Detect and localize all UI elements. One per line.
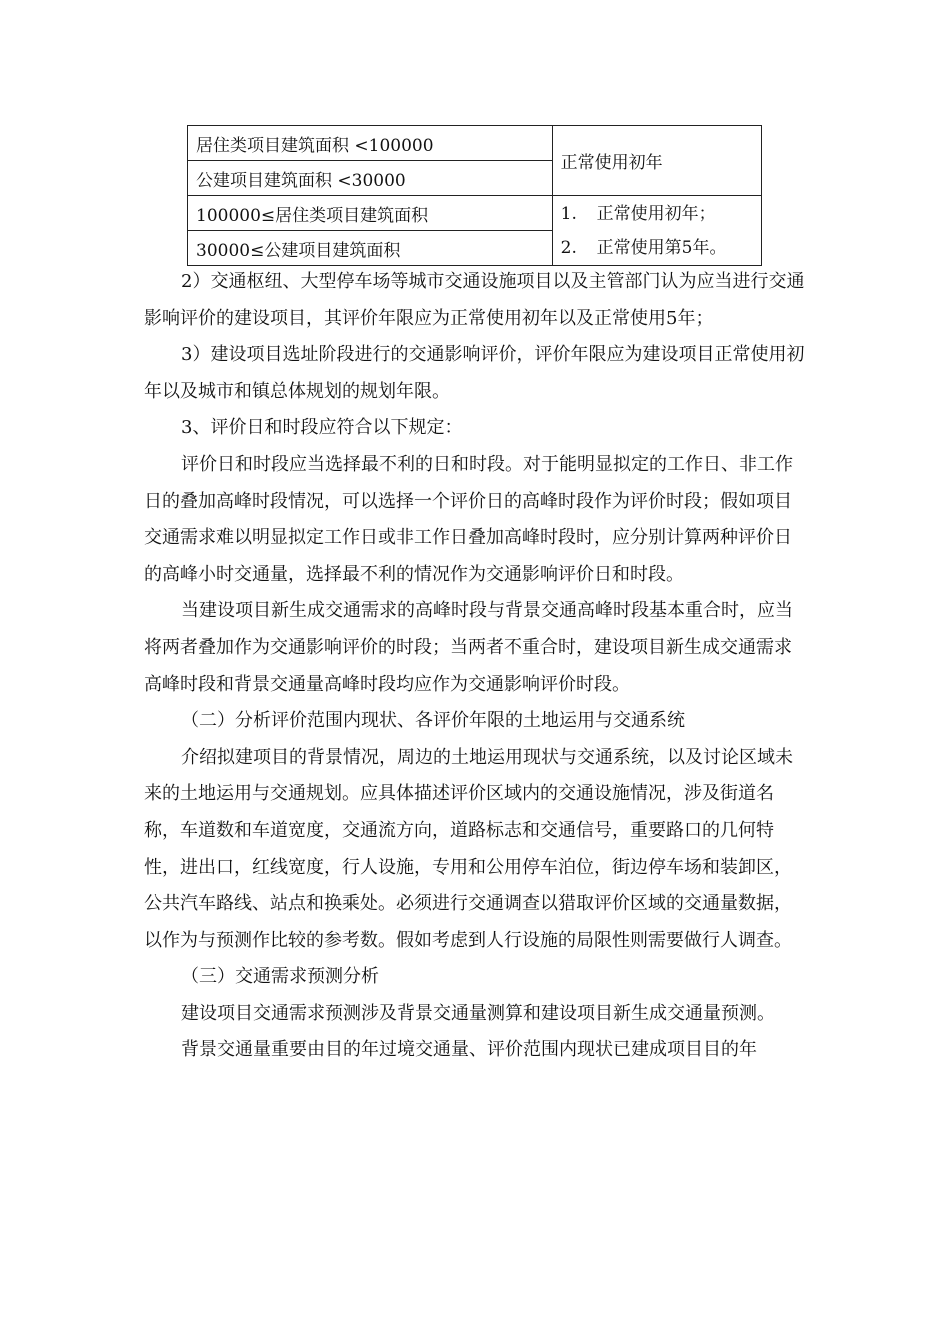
- paragraph-peak-overlap: 当建设项目新生成交通需求的高峰时段与背景交通高峰时段基本重合时，应当将两者叠加作为交通影响评价的时段；当两者不重合时，建设项目新生成交通需求高峰时段和背景交通量高峰时段均应作为交通影响评价时段。: [144, 600, 793, 695]
- year-list-item: [561, 231, 753, 265]
- table-cell-public-large: 30000≤公建项目建筑面积: [188, 231, 553, 266]
- paragraph-background-traffic: 背景交通量重要由目的年过境交通量、评价范围内现状已建成项目目的年: [181, 1039, 757, 1061]
- paragraph-transport-hub: 2）交通枢纽、大型停车场等城市交通设施项目以及主管部门认为应当进行交通影响评价的建设项目，其评价年限应为正常使用初年以及正常使用5年；: [144, 271, 805, 329]
- paragraph-least-favorable: 评价日和时段应当选择最不利的日和时段。对于能明显拟定的工作日、非工作日的叠加高峰时段情况，可以选择一个评价日的高峰时段作为评价时段；假如项目交通需求难以明显拟定工作日或非工作日叠加高峰时段时，应分别计算两种评价日的高峰小时交通量，选择最不利的情况作为交通影响评价日和时段。: [144, 453, 793, 585]
- table-cell-residential-large: 100000≤居住类项目建筑面积: [188, 196, 553, 231]
- body-text: [144, 264, 806, 1069]
- paragraph-site-selection: 3）建设项目选址阶段进行的交通影响评价，评价年限应为建设项目正常使用初年以及城市和镇总体规划的规划年限。: [144, 344, 805, 402]
- year-list-item: [561, 197, 753, 231]
- year-list-number: 1.: [560, 203, 577, 224]
- paragraph-demand-forecast: 建设项目交通需求预测涉及背景交通量测算和建设项目新生成交通量预测。: [181, 1002, 775, 1024]
- section-heading-demand-forecast: （三）交通需求预测分析: [181, 966, 379, 988]
- paragraph-background: 介绍拟建项目的背景情况，周边的土地运用现状与交通系统，以及讨论区域未来的土地运用与交通规划。应具体描述评价区域内的交通设施情况，涉及街道名称，车道数和车道宽度，交通流方向，道路标志和交通信号，重要路口的几何特性，进出口，红线宽度，行人设施，专用和公用停车泊位，街边停车场和装卸区，公共汽车路线、站点和换乘处。必须进行交通调查以猎取评价区域的交通量数据，以作为与预测作比较的参考数。假如考虑到人行设施的局限性则需要做行人调查。: [144, 746, 793, 951]
- year-list-text: 正常使用初年；: [596, 203, 716, 224]
- paragraph-evaluation-day-heading: 3、评价日和时段应符合以下规定：: [181, 417, 463, 439]
- year-list-text: 正常使用第5年。: [596, 237, 727, 258]
- evaluation-year-table: [187, 125, 762, 266]
- table-row: [188, 126, 762, 161]
- table-row: [188, 196, 762, 231]
- table-cell-year-list: [552, 196, 761, 266]
- section-heading-land-use: （二）分析评价范围内现状、各评价年限的土地运用与交通系统: [181, 710, 685, 732]
- table-cell-normal-use-first-year: 正常使用初年: [552, 126, 761, 196]
- table-cell-public-small: 公建项目建筑面积 <30000: [188, 161, 553, 196]
- table-cell-residential-small: 居住类项目建筑面积 <100000: [188, 126, 553, 161]
- year-list-number: 2.: [560, 237, 577, 258]
